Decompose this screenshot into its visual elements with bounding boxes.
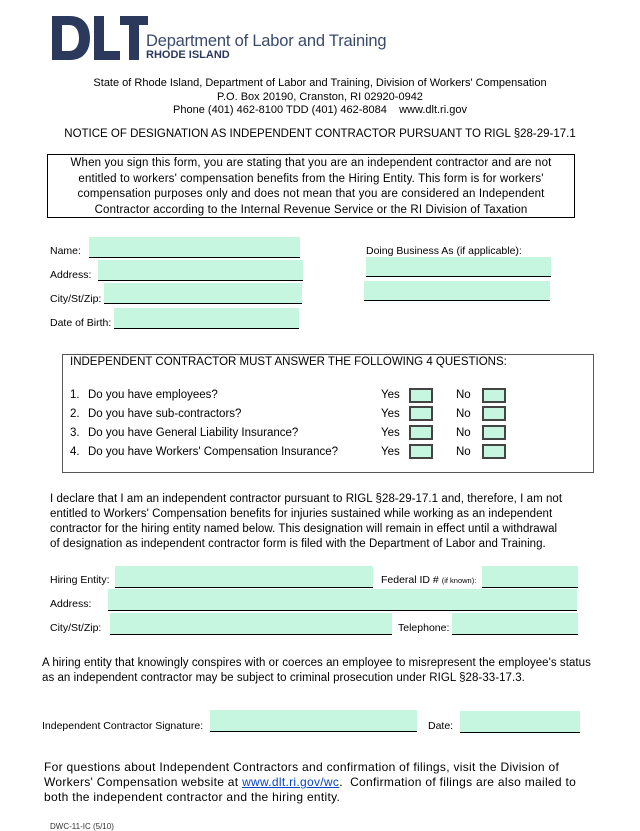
federal-id-label [381,574,476,586]
dwc-website-link[interactable]: www.dlt.ri.gov/wc [242,775,340,789]
hiring-address-field[interactable] [108,589,577,611]
question-4-number: 4. [70,446,80,458]
rhode-island-map-icon [66,28,74,45]
contact-line-2-suffix: . Confirmation of filings are also mailed to [339,775,577,789]
warning-line-2: as an independent contractor may be subject to criminal prosecution under RIGL §28-33-17.3. [42,672,525,684]
date-field[interactable] [460,711,580,733]
signature-label: Independent Contractor Signature: [42,720,204,732]
question-4-text: Do you have Workers' Compensation Insurance? [88,446,339,458]
signature-field[interactable] [210,710,417,732]
address-line-1: State of Rhode Island, Department of Labor and Training, Division of Workers' Compensation [93,77,547,89]
hiring-city-label: City/St/Zip: [50,622,102,634]
notice-line-4: Contractor according to the Internal Revenue Service or the RI Division of Taxation [94,203,528,216]
federal-id-note: (if known): [441,576,477,585]
declaration-line-1: I declare that I am an independent contractor pursuant to RIGL §28-29-17.1 and, therefore, I am not [50,493,563,505]
question-2-yes-checkbox[interactable] [409,406,433,421]
question-2-text: Do you have sub-contractors? [88,408,242,420]
question-1-text: Do you have employees? [88,389,218,401]
dba-label: Doing Business As (if applicable): [366,245,522,257]
declaration-line-3: contractor for the hiring entity named below. This designation will remain in effect until a withdrawal [50,523,558,535]
hiring-city-field[interactable] [110,613,392,635]
federal-id-field[interactable] [482,566,578,588]
question-1-number: 1. [70,389,80,401]
notice-box [47,154,575,218]
question-1-no-label: No [456,389,471,401]
dba-field-2[interactable] [364,281,550,301]
federal-id-text: Federal ID # [381,574,439,586]
question-3-yes-checkbox[interactable] [409,425,433,440]
dlt-logo [50,14,150,62]
contact-line-2-prefix: Workers' Compensation website at [44,775,243,789]
questions-title: INDEPENDENT CONTRACTOR MUST ANSWER THE FOLLOWING 4 QUESTIONS: [70,356,507,368]
question-3-no-checkbox[interactable] [482,425,506,440]
notice-line-2: entitled to workers' compensation benefits from the Hiring Entity. This form is for workers' [78,172,544,185]
contact-paragraph [44,760,604,805]
telephone-field[interactable] [452,613,578,635]
declaration-line-2: entitled to Workers' Compensation benefits for injuries sustained while working as an independent [50,508,553,520]
address-line-2: P.O. Box 20190, Cranston, RI 02920-0942 [217,91,423,103]
telephone-label: Telephone: [398,622,450,634]
address-line-3: Phone (401) 462-8100 TDD (401) 462-8084 www.dlt.ri.gov [173,104,467,116]
question-2-yes-label: Yes [381,408,400,420]
warning-line-1: A hiring entity that knowingly conspires with or coerces an employee to misrepresent the employee's status [42,657,591,669]
question-1-yes-checkbox[interactable] [409,388,433,403]
question-3-no-label: No [456,427,471,439]
hiring-entity-label: Hiring Entity: [50,574,110,586]
notice-line-1: When you sign this form, you are stating that you are an independent contractor and are not [70,157,552,169]
warning-paragraph [42,656,612,686]
contractor-address-field[interactable] [98,260,303,281]
department-name: Department of Labor and Training [146,32,387,50]
date-label: Date: [428,720,454,732]
dob-label: Date of Birth: [50,317,112,329]
notice-line-3: compensation purposes only and does not mean that you are considered an Independent [77,188,545,201]
hiring-address-label: Address: [50,598,92,610]
contact-line-3: both the independent contractor and the hiring entity. [44,790,341,804]
hiring-entity-field[interactable] [115,566,373,588]
name-field[interactable] [89,237,300,258]
form-title: NOTICE OF DESIGNATION AS INDEPENDENT CONTRACTOR PURSUANT TO RIGL §28-29-17.1 [64,128,576,140]
question-4-yes-checkbox[interactable] [409,444,433,459]
question-1-no-checkbox[interactable] [482,388,506,403]
question-3-yes-label: Yes [381,427,400,439]
state-name: RHODE ISLAND [146,49,230,61]
question-4-yes-label: Yes [381,446,400,458]
form-code: DWC-11-IC (5/10) [50,822,114,831]
declaration-paragraph [50,492,610,552]
question-2-number: 2. [70,408,80,420]
city-label: City/St/Zip: [50,293,102,305]
address-label: Address: [50,269,92,281]
contact-line-2 [44,775,604,790]
question-2-no-checkbox[interactable] [482,406,506,421]
dob-field[interactable] [114,308,299,329]
declaration-line-4: of designation as independent contractor form is filed with the Department of Labor and Training. [50,538,546,550]
question-3-number: 3. [70,427,80,439]
dba-field-1[interactable] [366,257,551,277]
question-4-no-label: No [456,446,471,458]
question-1-yes-label: Yes [381,389,400,401]
contractor-city-field[interactable] [104,283,302,304]
question-3-text: Do you have General Liability Insurance? [88,427,299,439]
contact-line-1: For questions about Independent Contractors and confirmation of filings, visit the Division of [44,760,560,774]
question-2-no-label: No [456,408,471,420]
name-label: Name: [50,245,81,257]
question-4-no-checkbox[interactable] [482,444,506,459]
